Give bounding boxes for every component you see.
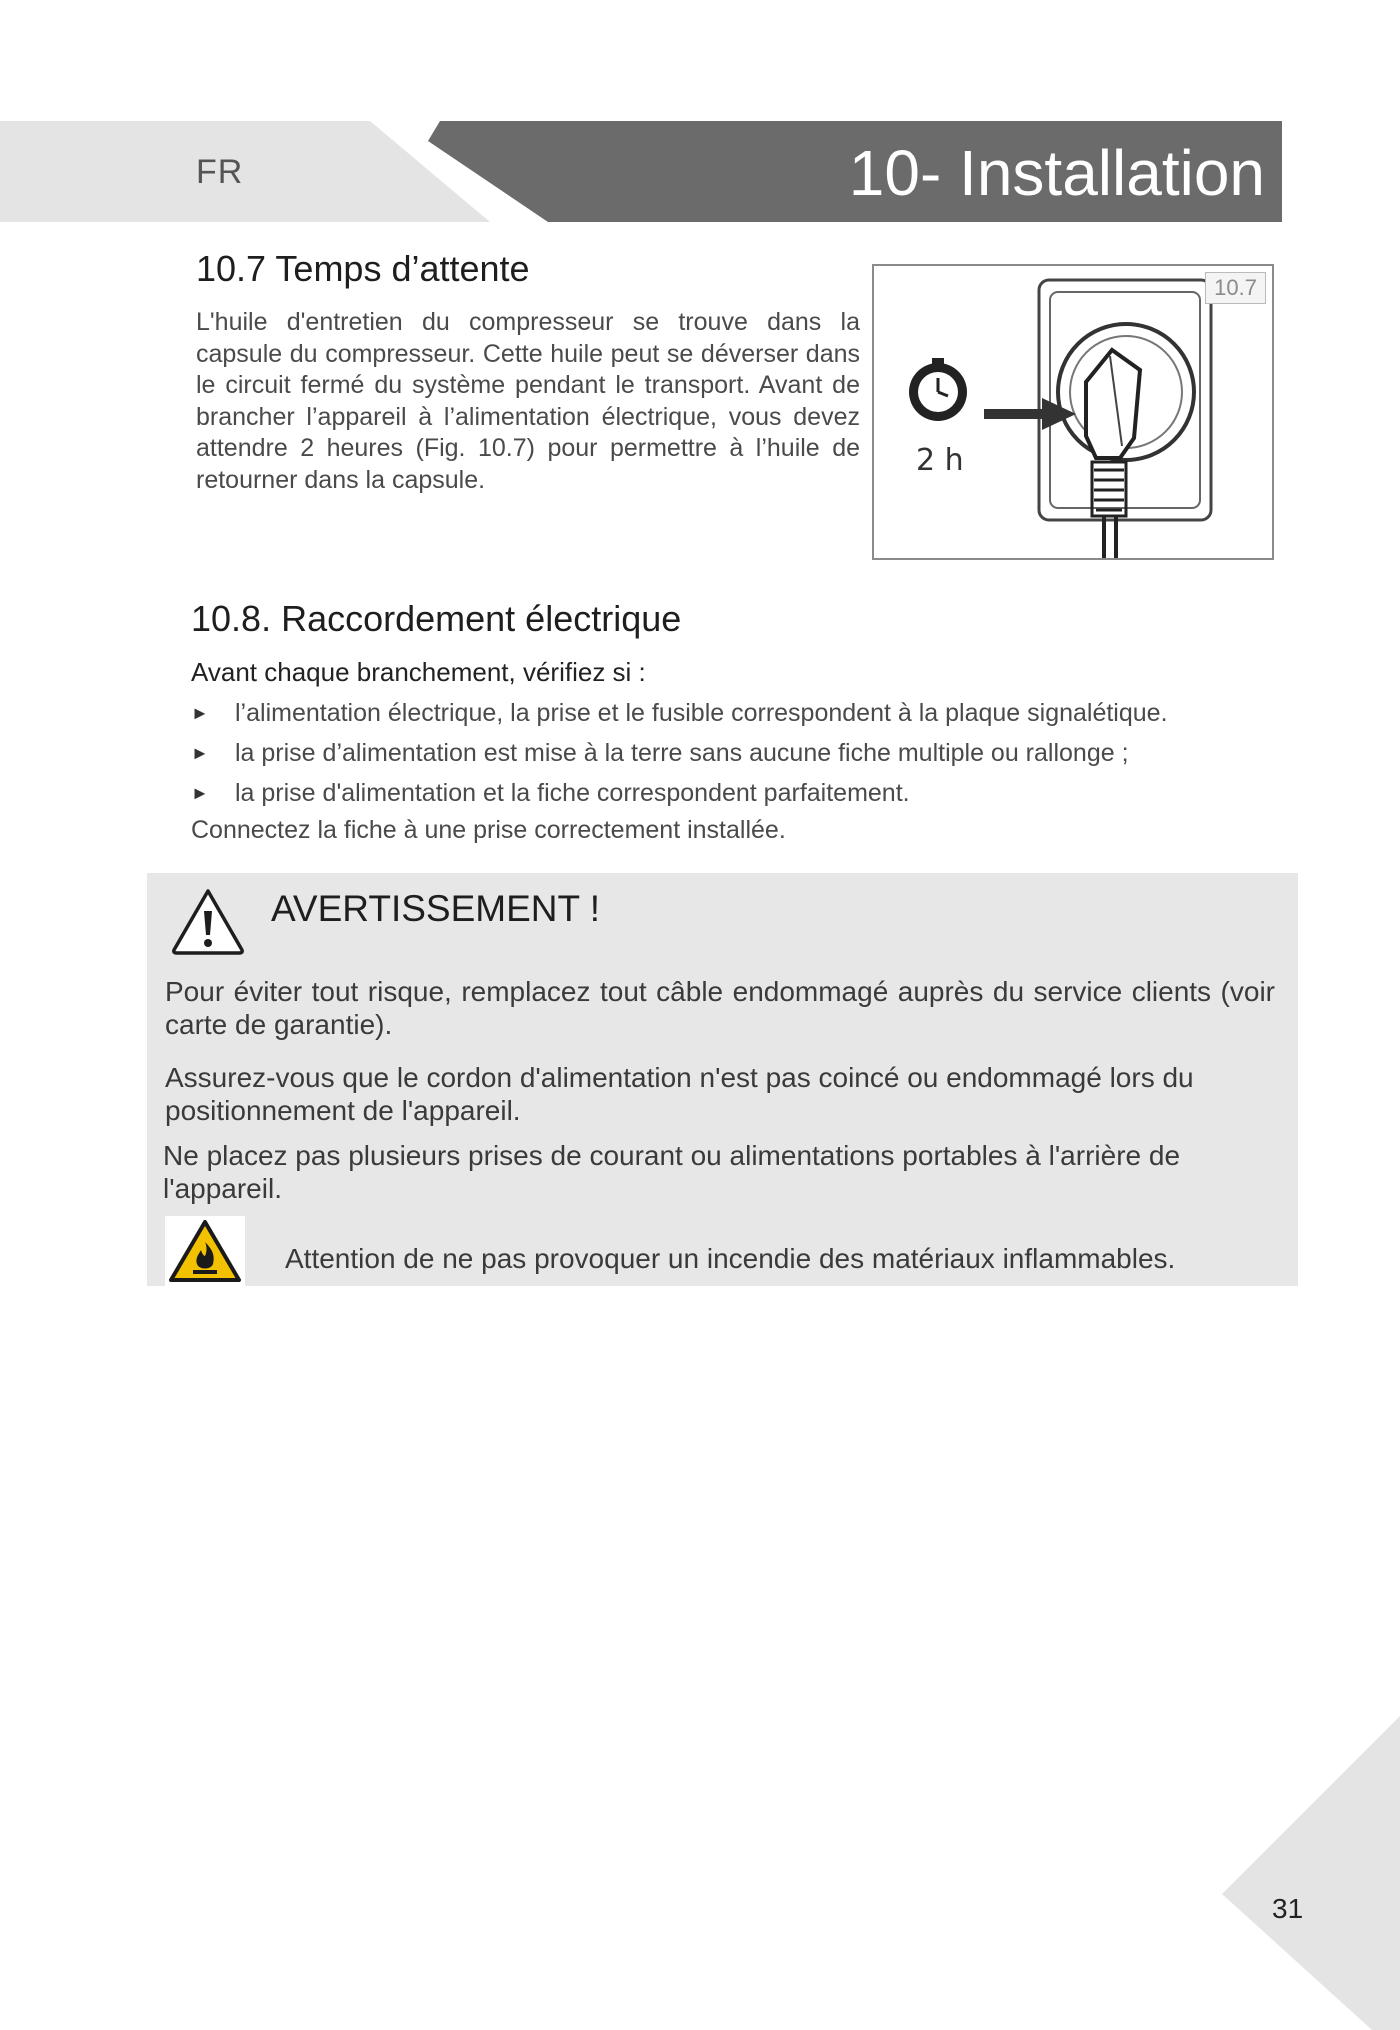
list-item-text: l’alimentation électrique, la prise et le fusible correspondent à la plaque signalétique. [235, 699, 1168, 727]
figure-10-7 [872, 264, 1274, 560]
checklist-intro: Avant chaque branchement, vérifiez si : [191, 657, 646, 687]
bullet-arrow-icon: ► [191, 783, 209, 803]
warning-paragraph: Pour éviter tout risque, remplacez tout câble endommagé auprès du service clients (voir carte de garantie). [165, 976, 1275, 1040]
warning-title: AVERTISSEMENT ! [271, 888, 600, 929]
chapter-title: 10- Installation [848, 137, 1265, 209]
list-item [191, 735, 1168, 775]
header-band-light [0, 121, 490, 222]
figure-illustration [874, 266, 1272, 558]
page-corner-decoration [1222, 1716, 1400, 2030]
fire-warning-text: Attention de ne pas provoquer un incendie des matériaux inflammables. [285, 1243, 1176, 1274]
warning-paragraph: Assurez-vous que le cordon d'alimentation n'est pas coincé ou endommagé lors du positionnement de l'appareil. [165, 1062, 1194, 1126]
list-item [191, 695, 1168, 735]
warning-paragraph: Ne placez pas plusieurs prises de courant ou alimentations portables à l'arrière de l'appareil. [163, 1140, 1181, 1204]
warning-triangle-icon [171, 887, 245, 955]
section-heading-10-8: 10.8. Raccordement électrique [191, 598, 682, 639]
figure-label: 10.7 [1205, 272, 1266, 304]
section-heading-10-7: 10.7 Temps d’attente [196, 248, 530, 289]
section-paragraph-10-7: L'huile d'entretien du compresseur se trouve dans la capsule du compresseur. Cette huile peut se déverser dans le circuit fermé du système pendant le transport. Avant de brancher l’appareil à l’alimentation électrique, vous devez attendre 2 heures (Fig. 10.7) pour permettre à l’huile de retourner dans la capsule. [196, 308, 860, 494]
closing-note: Connectez la fiche à une prise correctement installée. [191, 816, 786, 844]
wait-time-label: 2 h [916, 443, 964, 478]
bullet-arrow-icon: ► [191, 743, 209, 763]
page-number: 31 [1272, 1893, 1304, 1924]
arrow-right-icon [984, 398, 1076, 430]
language-label: FR [196, 153, 244, 191]
checklist [191, 695, 1168, 815]
list-item-text: la prise d’alimentation est mise à la terre sans aucune fiche multiple ou rallonge ; [235, 739, 1129, 767]
list-item [191, 775, 1168, 815]
list-item-text: la prise d'alimentation et la fiche correspondent parfaitement. [235, 779, 910, 807]
flammable-warning-icon [165, 1216, 245, 1286]
warning-box [147, 873, 1298, 1286]
clock-icon [909, 358, 967, 421]
bullet-arrow-icon: ► [191, 703, 209, 723]
